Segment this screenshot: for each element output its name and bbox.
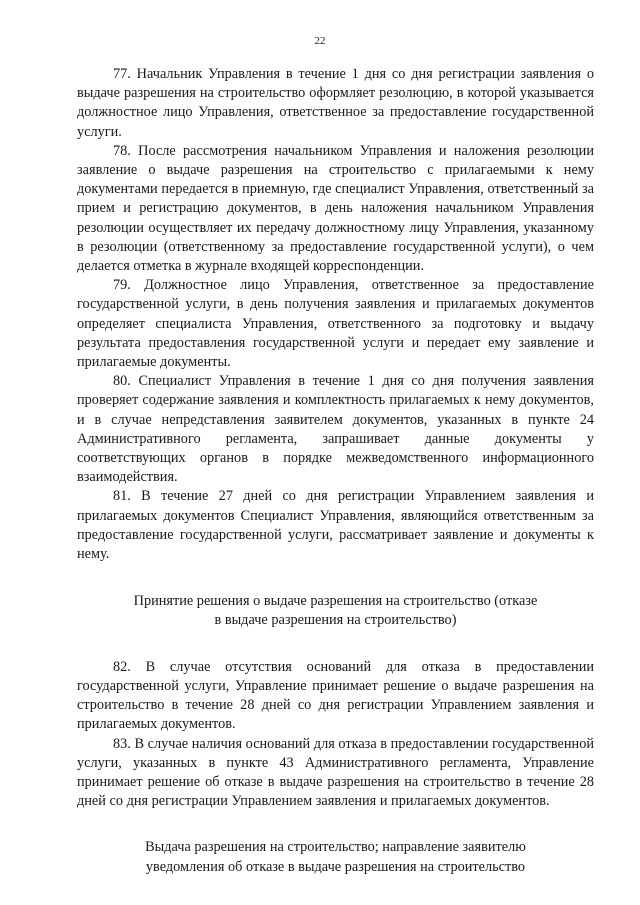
section-title-decision-line-2: в выдаче разрешения на строительство) (214, 612, 457, 629)
paragraph-77: 77. Начальник Управления в течение 1 дня со дня регистрации заявления о выдаче разрешения на строительство оформляет резолюцию, в которой указывается должностное лицо Управления, ответственное за предоставление государственной услуги. (77, 66, 594, 140)
section-title-decision-line-1: Принятие решения о выдаче разрешения на строительство (отказе (133, 593, 538, 610)
document-body (77, 65, 594, 877)
section-title-decision (77, 592, 594, 630)
section-title-issuance-line-1: Выдача разрешения на строительство; направление заявителю (145, 839, 526, 856)
paragraph-81: 81. В течение 27 дней со дня регистрации Управлением заявления и прилагаемых документов Специалист Управления, являющийся ответственным за предоставление государственной услуги, рассматривает заявление и документы к нему. (77, 488, 594, 563)
paragraph-82: 82. В случае отсутствия оснований для отказа в предоставлении государственной услуги, Управление принимает решение о выдаче разрешения на строительство в течение 28 дней со дня регистрации Управлением заявления и прилагаемых документов. (77, 658, 594, 733)
paragraph-80: 80. Специалист Управления в течение 1 дня со дня получения заявления проверяет содержание заявления и комплектность прилагаемых к нему документов, и в случае непредставления заявителем документов, указанных в пункте 24 Административного регламента, запрашивает данные документы у соответствующих органов в порядке межведомственного информационного взаимодействия. (77, 373, 594, 486)
page-number: 22 (314, 35, 326, 47)
paragraph-83: 83. В случае наличия оснований для отказа в предоставлении государственной услуги, указанных в пункте 43 Административного регламента, Управление принимает решение об отказе в выдаче разрешения на строительство в течение 28 дней со дня регистрации Управлением заявления и прилагаемых документов. (77, 735, 594, 810)
section-title-issuance (77, 838, 594, 876)
paragraph-78: 78. После рассмотрения начальником Управления и наложения резолюции заявление о выдаче разрешения на строительство с прилагаемыми к нему документами передается в приемную, где специалист Управления, ответственный за прием и регистрацию документов, в день наложения начальником Управления резолюции осуществляет их передачу должностному лицу Управления, указанному в резолюции (ответственному за предоставление государственной услуги), о чем делается отметка в журнале входящей корреспонденции. (77, 142, 594, 275)
section-title-issuance-line-2: уведомления об отказе в выдаче разрешения на строительство (145, 858, 526, 875)
paragraph-79: 79. Должностное лицо Управления, ответственное за предоставление государственной услуги, в день получения заявления и прилагаемых документов определяет специалиста Управления, ответственного за подготовку и выдачу результата предоставления государственной услуги и передает ему заявление и прилагаемые документы. (77, 277, 594, 371)
